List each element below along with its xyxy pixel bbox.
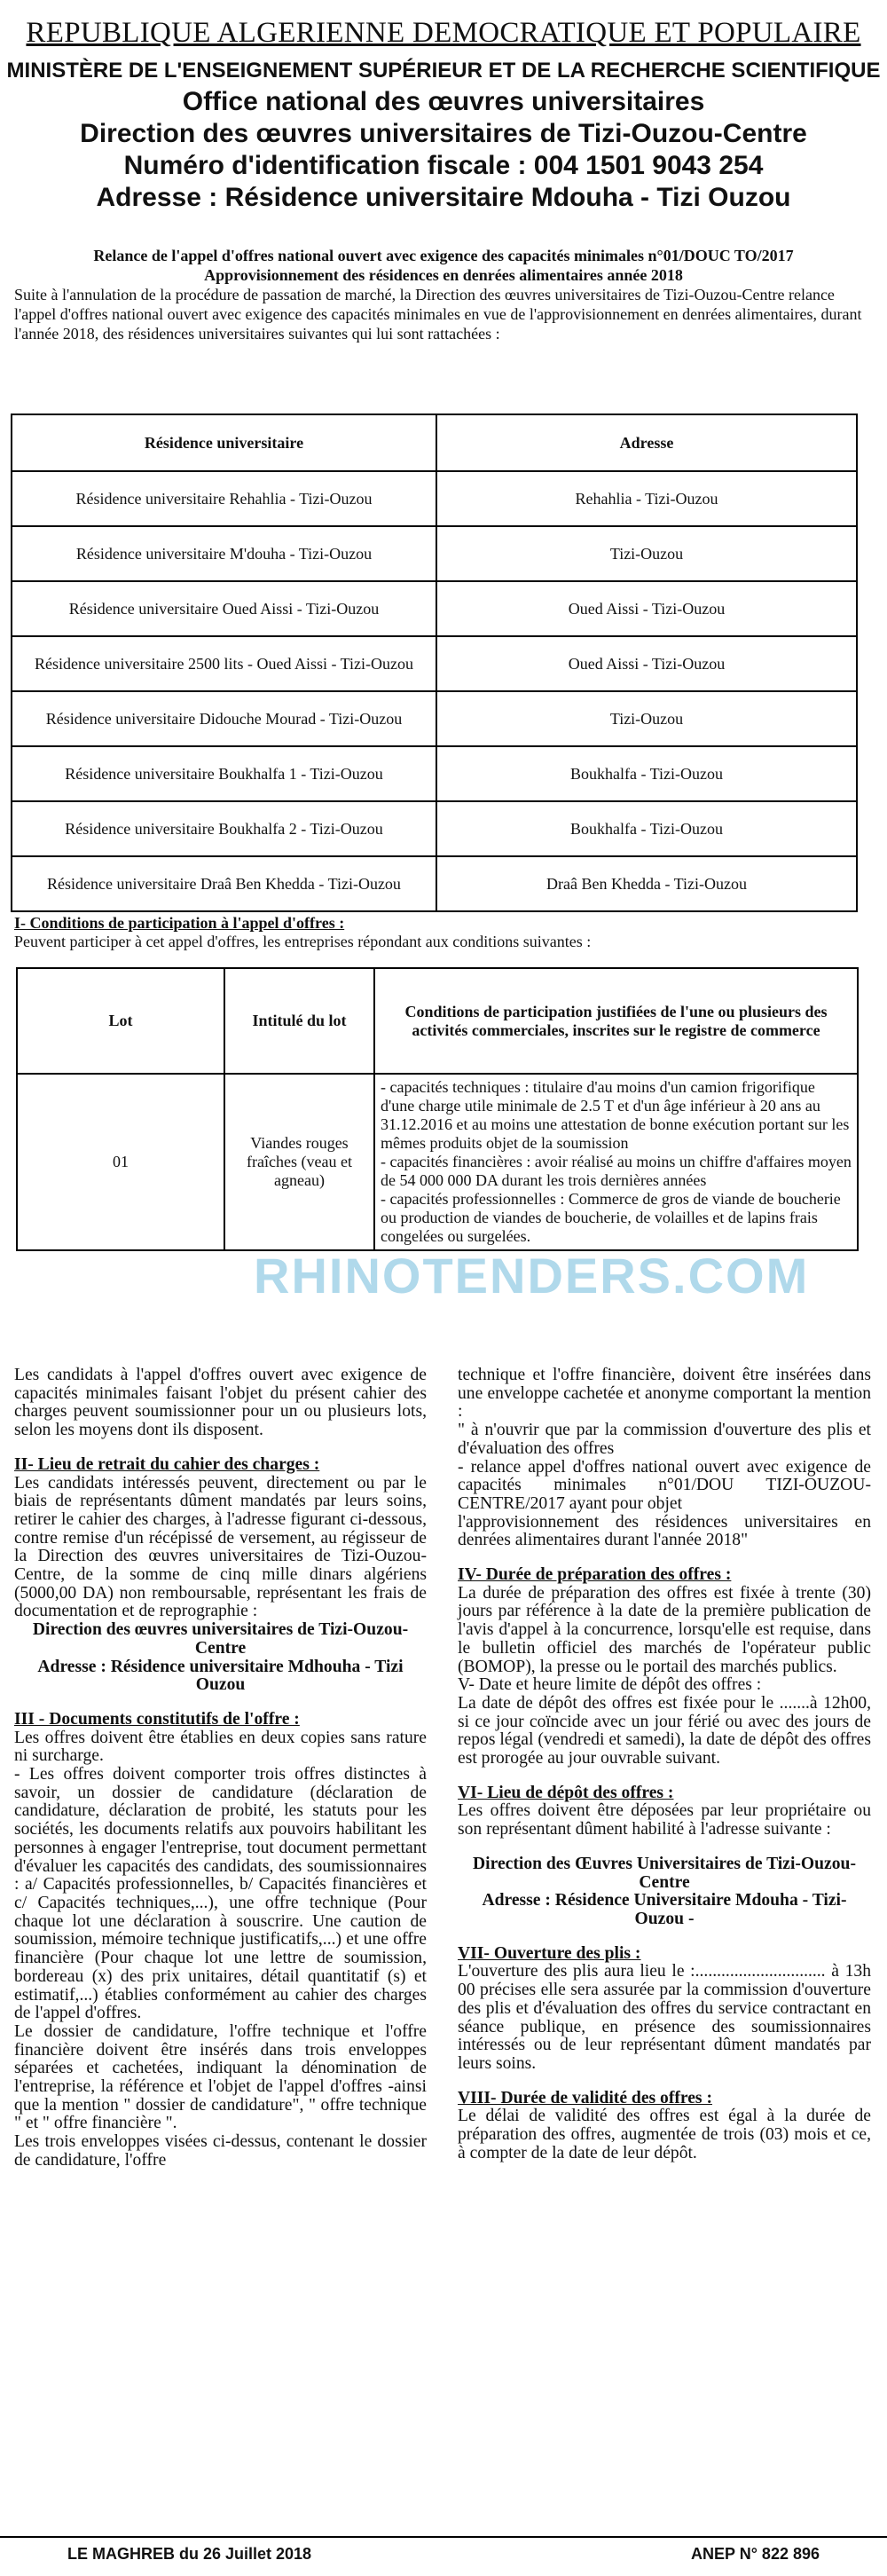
left-column — [14, 1367, 427, 2170]
address-line: Adresse : Résidence Universitaire Mdouha - Tizi-Ouzou - — [482, 1891, 847, 1928]
paragraph: Les candidats à l'appel d'offres ouvert avec exigence de capacités minimales faisant l'objet du présent cahier des charges peuvent soumissionner pour un ou plusieurs lots, selon les moyens dont ils disposent. — [14, 1366, 427, 1440]
paragraph: Le dossier de candidature, l'offre technique et l'offre financière doivent être insérés dans trois enveloppes séparées et cachetées, indiquant la dénomination de l'entreprise, la référence et l'objet de l'appel d'offres -ainsi que la mention " dossier de candidature", " offre technique " et " offre financière ". — [14, 2021, 427, 2133]
column-header: Conditions de participation justifiées de l'une ou plusieurs des activités commerciales, inscrites sur le registre de commerce — [374, 968, 858, 1074]
republic-heading: REPUBLIQUE ALGERIENNE DEMOCRATIQUE ET POPULAIRE — [26, 17, 861, 49]
paragraph: Les trois enveloppes visées ci-dessus, contenant le dossier de candidature, l'offre — [14, 2132, 427, 2170]
section-conditions — [14, 914, 591, 951]
column-header: Intitulé du lot — [224, 968, 374, 1074]
section-title: VIII- Durée de validité des offres : — [458, 2088, 712, 2107]
paragraph: Le délai de validité des offres est égal à la durée de préparation des offres, augmentée de trois (03) mois et ce, à compter de la date de leur dépôt. — [458, 2107, 871, 2162]
table-row — [12, 471, 857, 526]
notice-intro: Suite à l'annulation de la procédure de passation de marché, la Direction des œuvres universitaires de Tizi-Ouzou-Centre relance l'appel d'offres national ouvert avec exigence des capacités minimales en vue de l'approvisionnement en denrées alimentaires, durant l'année 2018, des résidences universitaires suivantes qui lui sont rattachées : — [14, 286, 862, 343]
footer — [0, 2536, 887, 2573]
residence-name: Résidence universitaire Rehahlia - Tizi-Ouzou — [12, 471, 436, 526]
table-header-row — [17, 968, 858, 1074]
address-line: Direction des œuvres universitaires de Tizi-Ouzou-Centre — [32, 1620, 409, 1658]
paragraph: Les offres doivent être déposées par leur propriétaire ou son représentant dûment habilité à l'adresse suivante : — [458, 1801, 871, 1839]
table-header-row — [12, 414, 857, 471]
section-title: IV- Durée de préparation des offres : — [458, 1565, 732, 1585]
section-title: III - Documents constitutifs de l'offre : — [14, 1709, 300, 1729]
lot-conditions — [374, 1074, 858, 1250]
direction-heading: Direction des œuvres universitaires de Tizi-Ouzou-Centre — [80, 119, 807, 148]
address-heading: Adresse : Résidence universitaire Mdouha - Tizi Ouzou — [96, 183, 791, 212]
section-title: I- Conditions de participation à l'appel d'offres : — [14, 914, 345, 932]
office-heading: Office national des œuvres universitaires — [182, 87, 705, 116]
notice-title: Relance de l'appel d'offres national ouvert avec exigence des capacités minimales n°01/DOUC TO/2017 Approvisionnement des résidences en denrées alimentaires année 2018 — [93, 247, 794, 284]
column-header: Adresse — [436, 414, 857, 471]
watermark: RHINOTENDERS.COM — [254, 1248, 810, 1304]
residence-name: Résidence universitaire Boukhalfa 1 - Tizi-Ouzou — [12, 746, 436, 801]
table-row — [12, 691, 857, 746]
paragraph: - relance appel d'offres national ouvert avec exigence de capacités minimales n°01/DOU TIZI-OUZOU-CENTRE/2017 ayant pour objet — [458, 1457, 871, 1513]
header — [0, 0, 887, 214]
address-line: Direction des Œuvres Universitaires de Tizi-Ouzou-Centre — [473, 1854, 856, 1892]
table-row — [12, 801, 857, 856]
paragraph: l'approvisionnement des résidences universitaires en denrées alimentaires durant l'année 2018" — [458, 1512, 871, 1550]
table-row — [12, 636, 857, 691]
residence-address: Rehahlia - Tizi-Ouzou — [436, 471, 857, 526]
table-row — [17, 1074, 858, 1250]
paragraph: - Les offres doivent comporter trois offres distinctes à savoir, un dossier de candidature (déclaration de candidature, déclaration de probité, les statuts pour les sociétés, les documents relatifs aux pouvoirs habilitant les personnes à engager l'entreprise, tout document permettant d'évaluer les capacités des candidats, des soumissionnaires : a/ Capacités professionnelles, b/ Capacités financières et c/ Capacités techniques,...), une offre technique (Pour chaque lot une déclaration à souscrire. Une caution de soumission, mémoire technique justificatifs,...) et une offre financière (Pour chaque lot une lettre de soumission, bordereau (x) des prix unitaires, détail quantitatif (s) et estimatif,...) établies conformément au cahier des charges de l'appel d'offres. — [14, 1765, 427, 2023]
residence-address: Oued Aissi - Tizi-Ouzou — [436, 636, 857, 691]
paragraph: V- Date et heure limite de dépôt des offres : — [458, 1675, 762, 1695]
right-column — [458, 1367, 871, 2162]
nif-heading: Numéro d'identification fiscale : 004 1501 9043 254 — [123, 151, 764, 180]
residence-name: Résidence universitaire Boukhalfa 2 - Tizi-Ouzou — [12, 801, 436, 856]
column-header: Résidence universitaire — [12, 414, 436, 471]
residence-name: Résidence universitaire 2500 lits - Oued Aissi - Tizi-Ouzou — [12, 636, 436, 691]
table-row — [12, 856, 857, 911]
paragraph: Les candidats intéressés peuvent, directement ou par le biais de représentants dûment mandatés par leurs soins, retirer le cahier des charges, à l'adresse figurant ci-dessous, contre remise d'un récépissé de versement, au régisseur de la Direction des œuvres universitaires de Tizi-Ouzou-Centre, de la somme de cinq mille dinars algériens (5000,00 DA) non remboursable, représentant les frais de documentation et de reprographie : — [14, 1473, 427, 1621]
table-row — [12, 746, 857, 801]
paragraph: Les offres doivent être établies en deux copies sans rature ni surcharge. — [14, 1728, 427, 1766]
paragraph: La date de dépôt des offres est fixée pour le .......à 12h00, si ce jour coïncide avec un jour férié ou avec des jours de repos légal (vendredi et samedi), la date de dépôt des offres est prorogée au jour ouvrable suivant. — [458, 1693, 871, 1769]
residence-address: Boukhalfa - Tizi-Ouzou — [436, 801, 857, 856]
ministry-heading: MINISTÈRE DE L'ENSEIGNEMENT SUPÉRIEUR ET DE LA RECHERCHE SCIENTIFIQUE — [6, 59, 881, 83]
section-title: VII- Ouverture des plis : — [458, 1943, 641, 1963]
lots-table — [16, 967, 859, 1251]
lot-number: 01 — [17, 1074, 224, 1250]
paragraph: L'ouverture des plis aura lieu le :.............................. à 13h 00 précises elle sera assurée par la commission d'ouverture des plis et d'évaluation des offres du service contractant en séance publique, en présence des soumissionnaires intéressés ou de leur représentant dûment mandatés par leurs soins. — [458, 1962, 871, 2073]
residence-name: Résidence universitaire Didouche Mourad - Tizi-Ouzou — [12, 691, 436, 746]
section-title: VI- Lieu de dépôt des offres : — [458, 1783, 674, 1802]
residences-table — [11, 414, 858, 912]
residence-name: Résidence universitaire M'douha - Tizi-Ouzou — [12, 526, 436, 581]
residence-name: Résidence universitaire Draâ Ben Khedda - Tizi-Ouzou — [12, 856, 436, 911]
table-row — [12, 526, 857, 581]
anep-number: ANEP N° 822 896 — [691, 2545, 820, 2563]
paragraph: technique et l'offre financière, doivent être insérées dans une enveloppe cachetée et anonyme comportant la mention : — [458, 1366, 871, 1422]
column-header: Lot — [17, 968, 224, 1074]
residence-address: Tizi-Ouzou — [436, 526, 857, 581]
residence-name: Résidence universitaire Oued Aissi - Tizi-Ouzou — [12, 581, 436, 636]
address-line: Adresse : Résidence universitaire Mdhouha - Tizi Ouzou — [37, 1657, 404, 1695]
residence-address: Boukhalfa - Tizi-Ouzou — [436, 746, 857, 801]
lot-label: Viandes rouges fraîches (veau et agneau) — [224, 1074, 374, 1250]
paragraph: La durée de préparation des offres est fixée à trente (30) jours par référence à la date de la première publication de l'avis d'appel à la concurrence, lorsqu'elle est requise, dans le bulletin officiel des marchés de l'opérateur public (BOMOP), la presse ou le portail des marchés publics. — [458, 1583, 871, 1676]
residence-address: Draâ Ben Khedda - Tizi-Ouzou — [436, 856, 857, 911]
table-row — [12, 581, 857, 636]
residence-address: Oued Aissi - Tizi-Ouzou — [436, 581, 857, 636]
paragraph: " à n'ouvrir que par la commission d'ouverture des plis et d'évaluation des offres — [458, 1421, 871, 1458]
newspaper-date: LE MAGHREB du 26 Juillet 2018 — [67, 2545, 312, 2563]
condition-financial: - capacités financières : avoir réalisé au moins un chiffre d'affaires moyen de 54 000 000 DA durant les trois dernières années — [381, 1153, 852, 1189]
condition-professional: - capacités professionnelles : Commerce de gros de viande de boucherie ou production de viandes de boucherie, de volailles et de lapins frais congelées ou surgelées. — [381, 1190, 841, 1245]
residence-address: Tizi-Ouzou — [436, 691, 857, 746]
condition-technical: - capacités techniques : titulaire d'au moins d'un camion frigorifique d'une charge utile minimale de 2.5 T et d'un âge inférieur à 20 ans au 31.12.2016 et au moins une attestation de bonne exécution portant sur les mêmes produits objet de la soumission — [381, 1078, 850, 1152]
section-text: Peuvent participer à cet appel d'offres, les entreprises répondant aux conditions suivantes : — [14, 933, 592, 950]
section-title: II- Lieu de retrait du cahier des charges : — [14, 1454, 320, 1474]
